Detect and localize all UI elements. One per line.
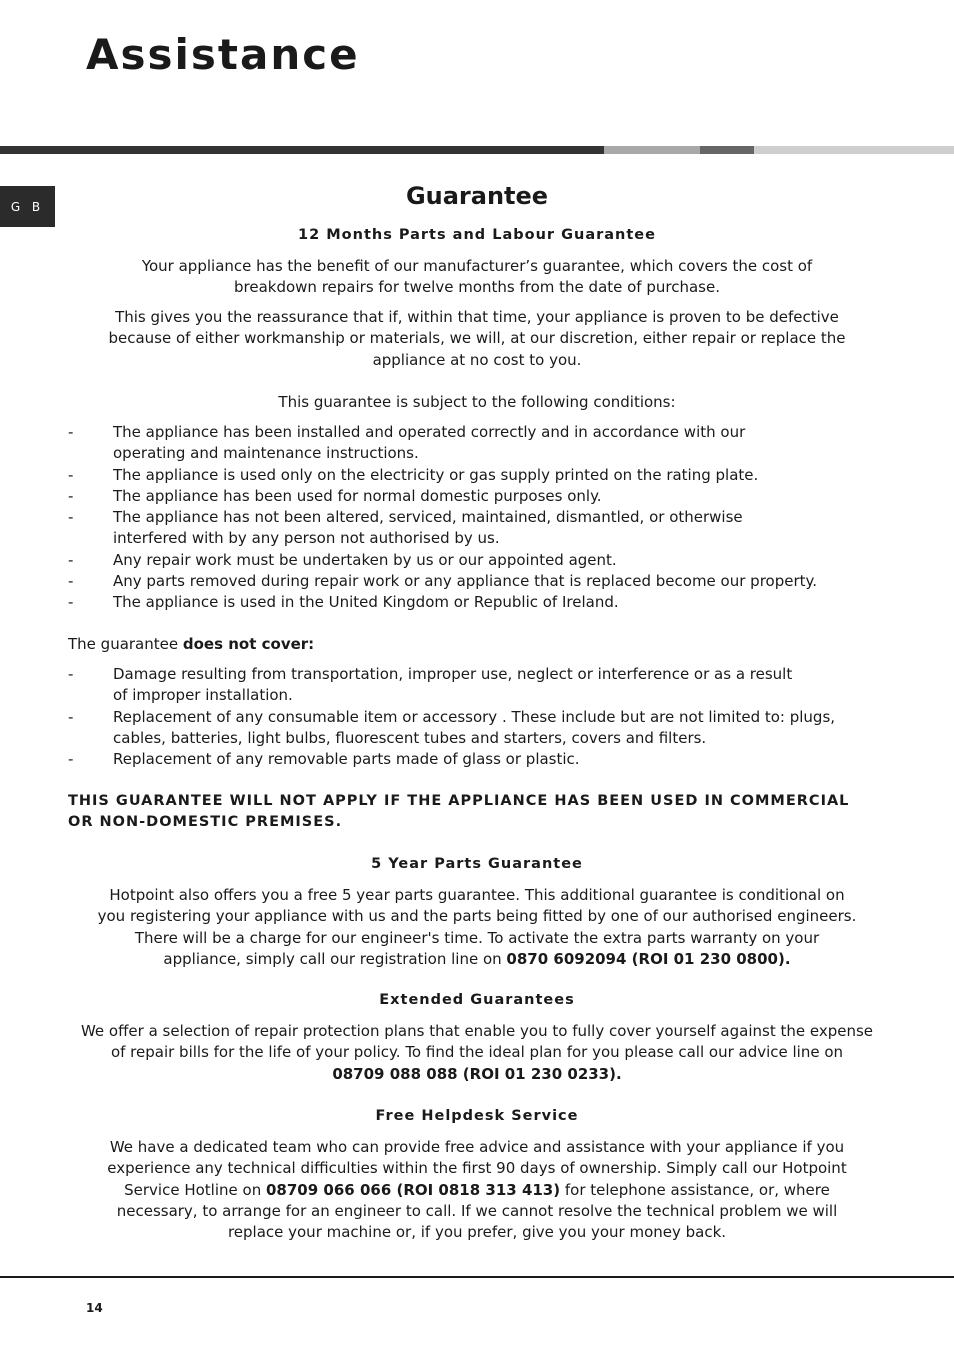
list-item-text: Any parts removed during repair work or any appliance that is replaced become our property. xyxy=(113,572,818,591)
dash: - xyxy=(68,750,74,769)
list-item-text: Replacement of any consumable item or accessory . These include but are not limited to: plugs, xyxy=(113,707,836,726)
text-line: breakdown repairs for twelve months from the date of purchase. xyxy=(234,278,720,297)
list-item xyxy=(68,664,868,707)
helpdesk-heading: Free Helpdesk Service xyxy=(375,1108,579,1124)
list-item-text: Damage resulting from transportation, improper use, neglect or interference or as a result xyxy=(113,665,793,683)
dash: - xyxy=(68,593,74,612)
list-item xyxy=(68,507,868,550)
text-line xyxy=(0,1064,954,1085)
header-rule-dark xyxy=(0,146,604,154)
language-tab: G B xyxy=(0,186,55,227)
text-span: for telephone assistance, or, where xyxy=(564,1180,830,1199)
helpdesk-text xyxy=(0,1137,954,1243)
list-item xyxy=(68,571,868,592)
commercial-warning xyxy=(68,791,888,834)
header-rule-mid xyxy=(700,146,754,154)
text-line: We have a dedicated team who can provide free advice and assistance with your appliance if you xyxy=(109,1138,845,1156)
list-item-text: The appliance has been installed and operated correctly and in accordance with our xyxy=(113,423,746,441)
dash: - xyxy=(68,572,74,591)
text-line: There will be a charge for our engineer's time. To activate the extra parts warranty on your xyxy=(134,928,820,947)
text-line: because of either workmanship or materials, we will, at our discretion, either repair or replace the xyxy=(108,329,846,348)
list-item-text: operating and maintenance instructions. xyxy=(113,444,419,463)
advice-phone: 08709 088 088 (ROI 01 230 0233). xyxy=(332,1064,622,1083)
list-item xyxy=(68,592,868,613)
footer-rule xyxy=(0,1276,954,1278)
list-item xyxy=(68,749,868,770)
conditions-intro: This guarantee is subject to the following conditions: xyxy=(278,393,676,411)
guarantee-heading: Guarantee xyxy=(405,182,549,210)
five-year-heading: 5 Year Parts Guarantee xyxy=(371,856,583,872)
list-item xyxy=(68,422,868,465)
list-item-text: The appliance has not been altered, serviced, maintained, dismantled, or otherwise xyxy=(113,508,743,527)
dash: - xyxy=(68,508,74,527)
dash: - xyxy=(68,486,74,505)
dash: - xyxy=(68,707,74,726)
conditions-list xyxy=(68,422,868,614)
text-line: THIS GUARANTEE WILL NOT APPLY IF THE APPLIANCE HAS BEEN USED IN COMMERCIAL xyxy=(68,793,850,809)
text-span: appliance, simply call our registration line on xyxy=(163,949,502,968)
twelve-month-intro xyxy=(0,256,954,299)
text-line: We offer a selection of repair protection plans that enable you to fully cover yourself against the expense xyxy=(80,1022,874,1040)
header-rule-light xyxy=(604,146,700,154)
twelve-month-reassurance xyxy=(0,307,954,371)
list-item xyxy=(68,550,868,571)
not-cover-prefix: The guarantee xyxy=(68,635,179,653)
list-item-text: interfered with by any person not authorised by us. xyxy=(113,529,500,548)
list-item-text: Replacement of any removable parts made of glass or plastic. xyxy=(113,750,580,769)
dash: - xyxy=(68,423,74,441)
extended-text xyxy=(0,1021,954,1085)
hotline-phone: 08709 066 066 (ROI 0818 313 413) xyxy=(266,1180,561,1199)
text-line: Hotpoint also offers you a free 5 year parts guarantee. This additional guarantee is conditional on xyxy=(109,886,845,904)
not-cover-bold: does not cover: xyxy=(182,635,315,653)
exclusions-list xyxy=(68,664,868,770)
page-number: 14 xyxy=(86,1301,103,1315)
text-line: This gives you the reassurance that if, within that time, your appliance is proven to be defective xyxy=(115,308,839,326)
text-line: necessary, to arrange for an engineer to call. If we cannot resolve the technical problem we will xyxy=(116,1201,838,1220)
twelve-month-heading: 12 Months Parts and Labour Guarantee xyxy=(298,227,656,243)
text-line: Your appliance has the benefit of our manufacturer’s guarantee, which covers the cost of xyxy=(141,257,813,275)
text-line xyxy=(0,949,954,970)
list-item-text: The appliance is used in the United Kingdom or Republic of Ireland. xyxy=(113,593,619,612)
text-line: you registering your appliance with us and the parts being fitted by one of our authorised engineers. xyxy=(97,907,857,926)
list-item-text: Any repair work must be undertaken by us or our appointed agent. xyxy=(113,550,617,569)
list-item xyxy=(68,465,868,486)
list-item-text: The appliance is used only on the electricity or gas supply printed on the rating plate. xyxy=(113,465,759,484)
text-line: experience any technical difficulties within the first 90 days of ownership. Simply call our Hotpoint xyxy=(107,1159,847,1178)
extended-heading: Extended Guarantees xyxy=(379,992,575,1008)
dash: - xyxy=(68,550,74,569)
dash: - xyxy=(68,465,74,484)
list-item-text: cables, batteries, light bulbs, fluorescent tubes and starters, covers and filters. xyxy=(113,728,707,747)
text-span: Service Hotline on xyxy=(124,1180,262,1199)
list-item xyxy=(68,486,868,507)
registration-phone: 0870 6092094 (ROI 01 230 0800). xyxy=(506,949,791,968)
page-title: Assistance xyxy=(86,30,360,79)
text-line: of repair bills for the life of your policy. To find the ideal plan for you please call our advice line on xyxy=(110,1043,844,1062)
five-year-text xyxy=(0,885,954,970)
not-cover-line xyxy=(68,634,314,655)
text-line xyxy=(0,1180,954,1201)
list-item-text: The appliance has been used for normal domestic purposes only. xyxy=(113,486,602,505)
text-line: appliance at no cost to you. xyxy=(372,350,582,369)
header-rule-pale xyxy=(754,146,954,154)
text-line: OR NON-DOMESTIC PREMISES. xyxy=(68,814,343,831)
list-item xyxy=(68,707,868,750)
list-item-text: of improper installation. xyxy=(113,686,293,705)
text-line: replace your machine or, if you prefer, give you your money back. xyxy=(227,1223,727,1242)
dash: - xyxy=(68,665,74,683)
